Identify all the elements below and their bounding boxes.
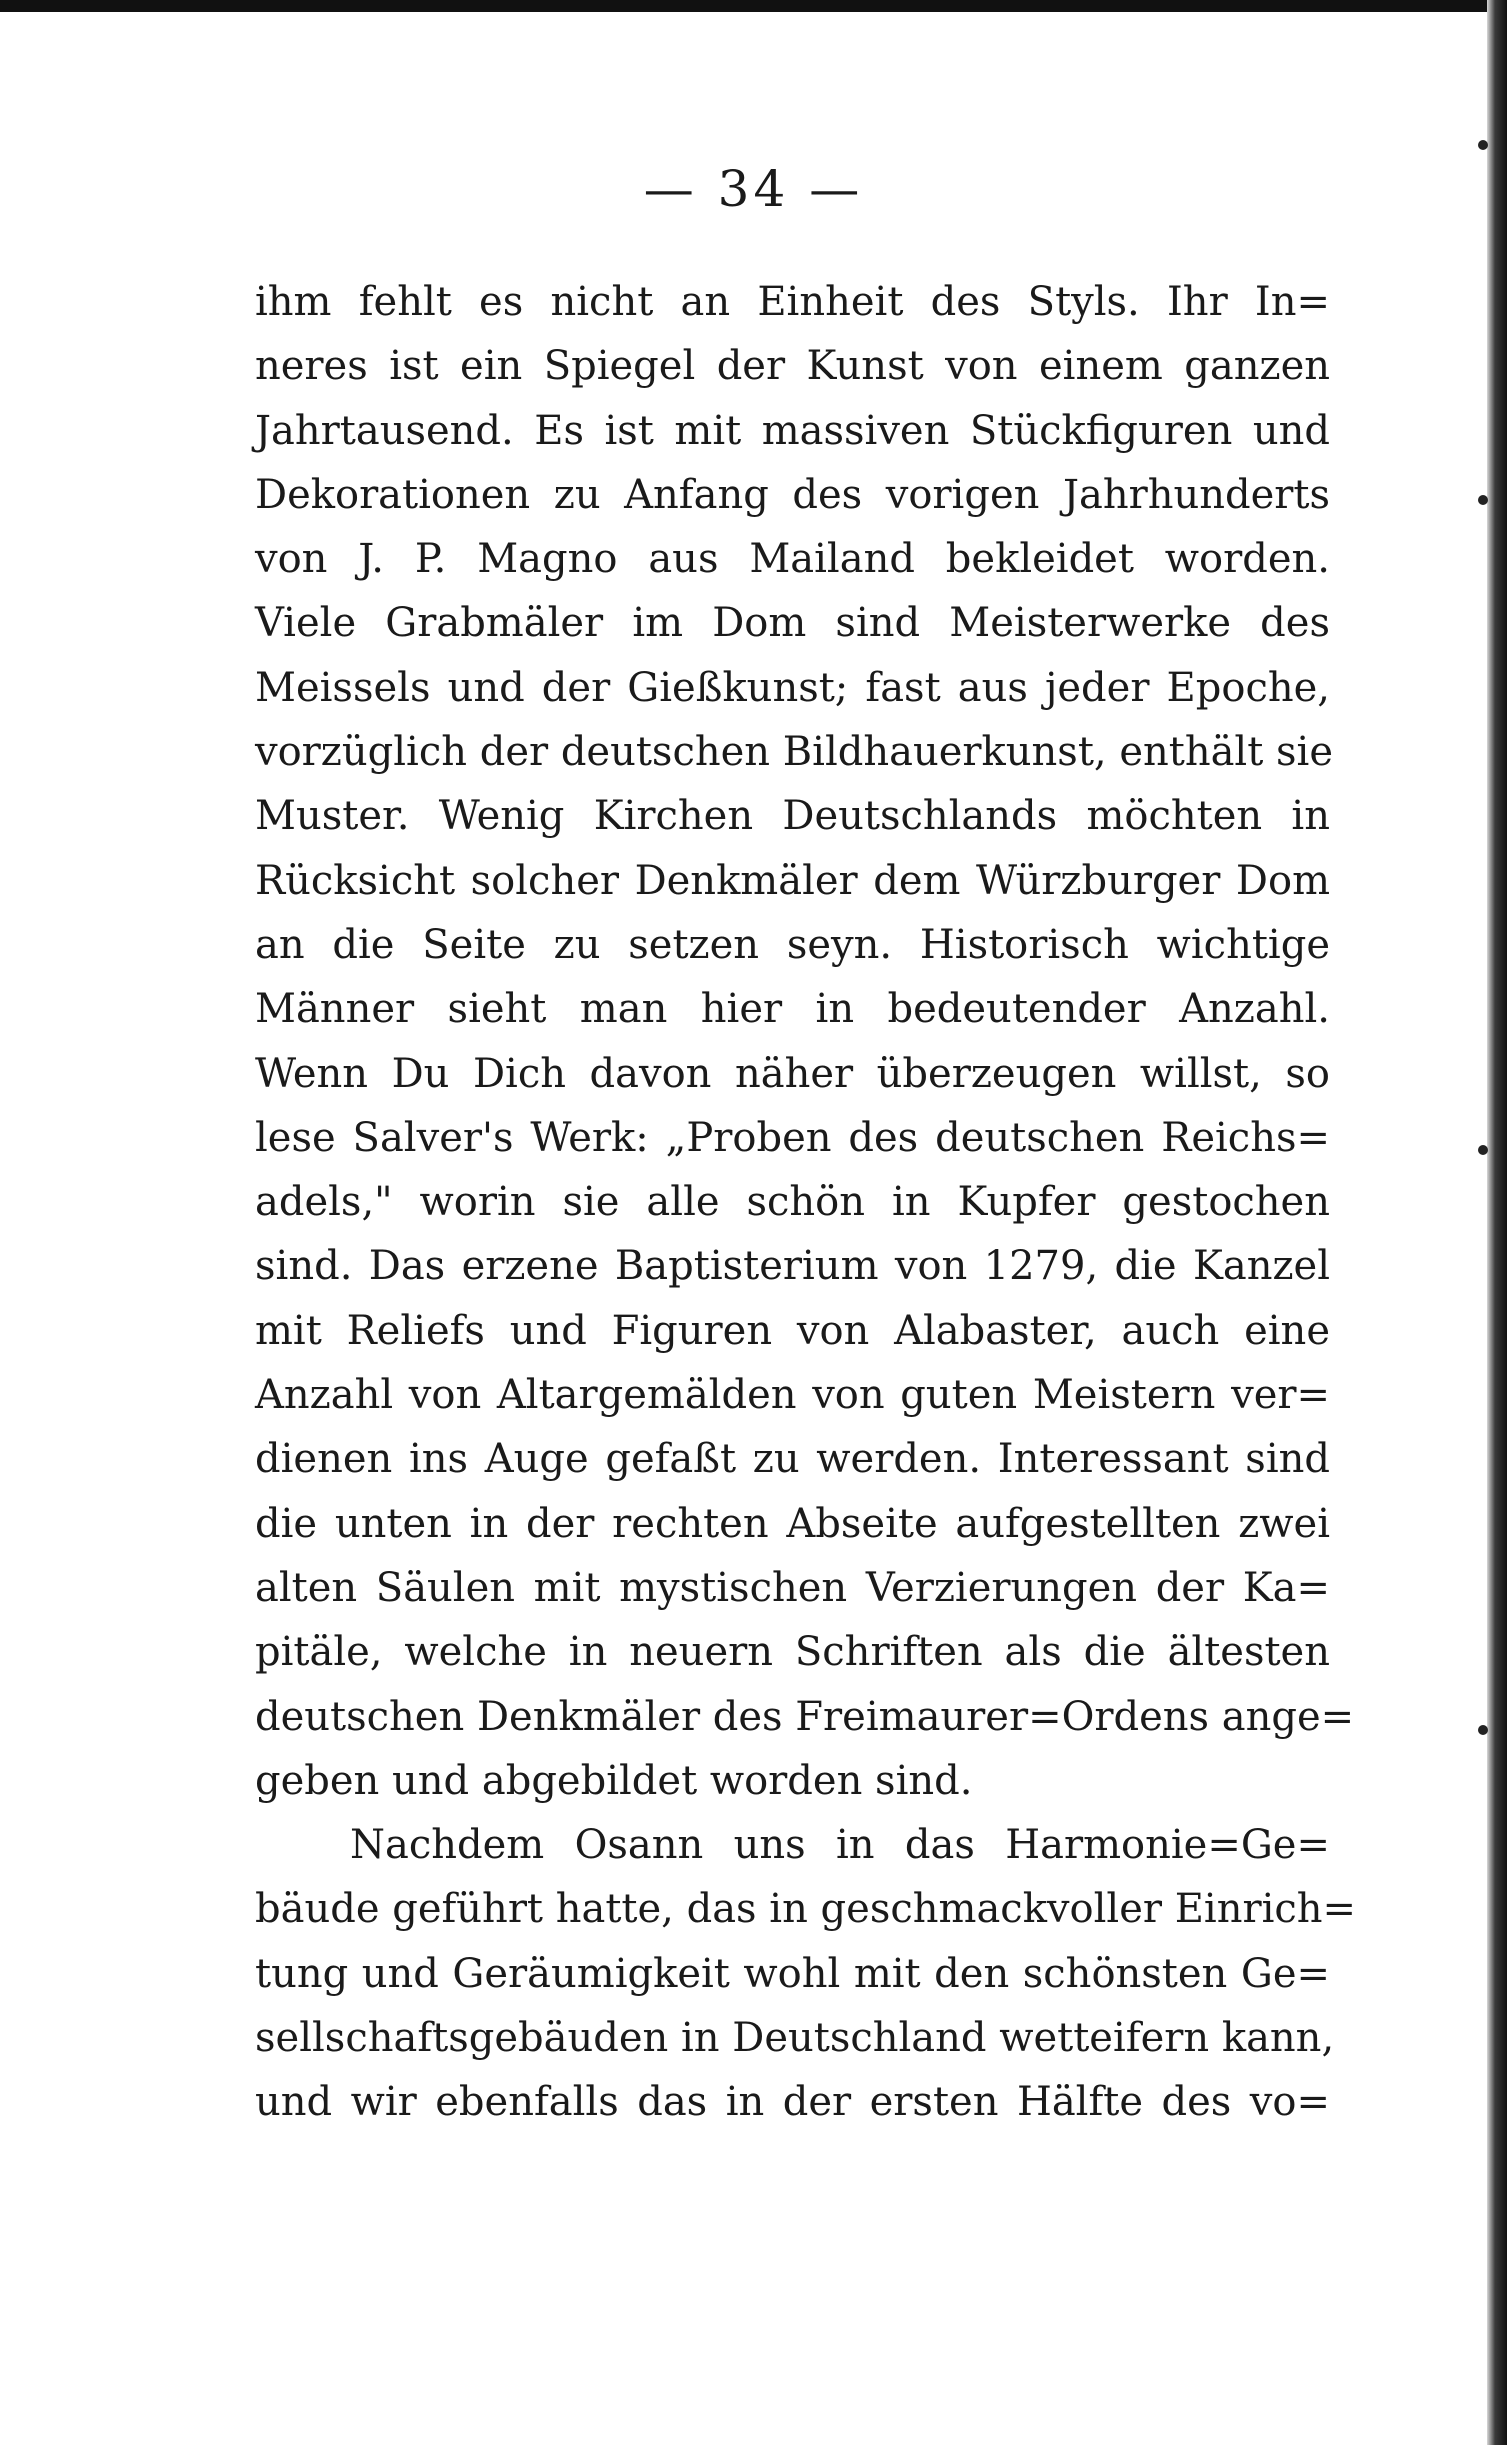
text-line: vorzüglich der deutschen Bildhauerkunst, enthält sie [255, 729, 1334, 776]
text-line: tung und Geräumigkeit wohl mit den schönsten Ge= [255, 1950, 1330, 1997]
text-line: adels," worin sie alle schön in Kupfer gestochen [255, 1179, 1330, 1226]
text-line: und wir ebenfalls das in der ersten Hälfte des vo= [255, 2079, 1330, 2126]
text-line: Meissels und der Gießkunst; fast aus jeder Epoche, [255, 664, 1330, 711]
text-line: von J. P. Magno aus Mailand bekleidet worden. [255, 536, 1330, 583]
text-line: dienen ins Auge gefaßt zu werden. Interessant sind [255, 1436, 1330, 1483]
text-line: bäude geführt hatte, das in geschmackvoller Einrich= [255, 1886, 1357, 1933]
text-line: Viele Grabmäler im Dom sind Meisterwerke des [255, 600, 1330, 647]
text-line: Muster. Wenig Kirchen Deutschlands möchten in [255, 793, 1330, 840]
scan-right-border [1487, 0, 1507, 2445]
scan-edge-mark [1478, 140, 1488, 150]
text-line: Nachdem Osann uns in das Harmonie=Ge= [350, 1822, 1330, 1869]
text-line: deutschen Denkmäler des Freimaurer=Ordens ange= [255, 1693, 1355, 1740]
scan-edge-mark [1478, 1145, 1488, 1155]
body-text [255, 270, 1357, 2135]
text-line: sind. Das erzene Baptisterium von 1279, die Kanzel [255, 1243, 1330, 1290]
text-line: Dekorationen zu Anfang des vorigen Jahrhunderts [255, 471, 1330, 518]
page-number: — 34 — [643, 160, 864, 218]
text-line: Männer sieht man hier in bedeutender Anzahl. [255, 986, 1330, 1033]
text-line: ihm fehlt es nicht an Einheit des Styls. Ihr In= [255, 279, 1330, 325]
text-line: Jahrtausend. Es ist mit massiven Stückfiguren und [255, 407, 1330, 454]
scan-top-border [0, 0, 1507, 12]
scan-edge-mark [1478, 1725, 1488, 1735]
text-line: neres ist ein Spiegel der Kunst von einem ganzen [255, 343, 1330, 390]
text-line: mit Reliefs und Figuren von Alabaster, auch eine [255, 1307, 1330, 1354]
text-line: Anzahl von Altargemälden von guten Meistern ver= [255, 1372, 1330, 1419]
text-line: sellschaftsgebäuden in Deutschland wetteifern kann, [255, 2015, 1335, 2062]
text-line: Wenn Du Dich davon näher überzeugen willst, so [255, 1050, 1330, 1097]
text-line: geben und abgebildet worden sind. [255, 1757, 973, 1804]
text-line: lese Salver's Werk: „Proben des deutschen Reichs= [255, 1114, 1330, 1161]
text-line: pitäle, welche in neuern Schriften als die ältesten [255, 1629, 1330, 1676]
text-line: Rücksicht solcher Denkmäler dem Würzburger Dom [255, 857, 1330, 904]
scan-edge-mark [1478, 495, 1488, 505]
text-line: die unten in der rechten Abseite aufgestellten zwei [255, 1500, 1330, 1547]
text-line: alten Säulen mit mystischen Verzierungen der Ka= [255, 1564, 1330, 1611]
text-line: an die Seite zu setzen seyn. Historisch wichtige [255, 921, 1330, 968]
